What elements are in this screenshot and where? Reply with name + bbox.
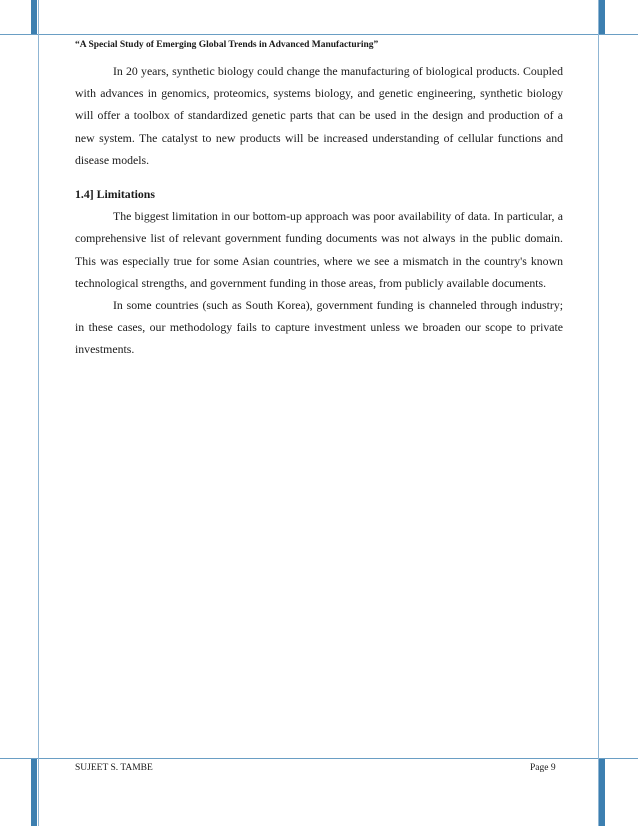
paragraph-synthetic-biology: In 20 years, synthetic biology could change the manufacturing of biological products. Coupled with advances in genomics, proteomics, systems biology, and genetic engineering, synthetic biology will offer a toolbox of standardized genetic parts that can be used in the design and production of a new system. The catalyst to new products will be increased understanding of cellular functions and disease models. — [75, 64, 563, 167]
page-body — [75, 60, 563, 361]
page-header: “A Special Study of Emerging Global Trends in Advanced Manufacturing” — [75, 40, 379, 50]
paragraph-countries: In some countries (such as South Korea), government funding is channeled through industry; in these cases, our methodology fails to capture investment unless we broaden our scope to private investments. — [75, 298, 563, 357]
border-line-left — [38, 0, 39, 826]
border-bar-left-bottom — [31, 758, 37, 826]
border-line-right — [598, 0, 599, 826]
section-heading: 1.4] Limitations — [75, 187, 155, 202]
border-bar-right-top — [599, 0, 605, 34]
border-line-bottom — [0, 758, 638, 759]
footer-page-number: Page 9 — [530, 763, 556, 773]
border-line-top — [0, 34, 638, 35]
border-bar-right-bottom — [599, 758, 605, 826]
paragraph-limitations: The biggest limitation in our bottom-up approach was poor availability of data. In particular, a comprehensive list of relevant government funding documents was not always in the public domain. This was especially true for some Asian countries, where we see a mismatch in the country's known technological strengths, and government funding in those areas, from publicly available documents. — [75, 209, 563, 290]
footer-author: SUJEET S. TAMBE — [75, 763, 153, 773]
border-bar-left-top — [31, 0, 37, 34]
